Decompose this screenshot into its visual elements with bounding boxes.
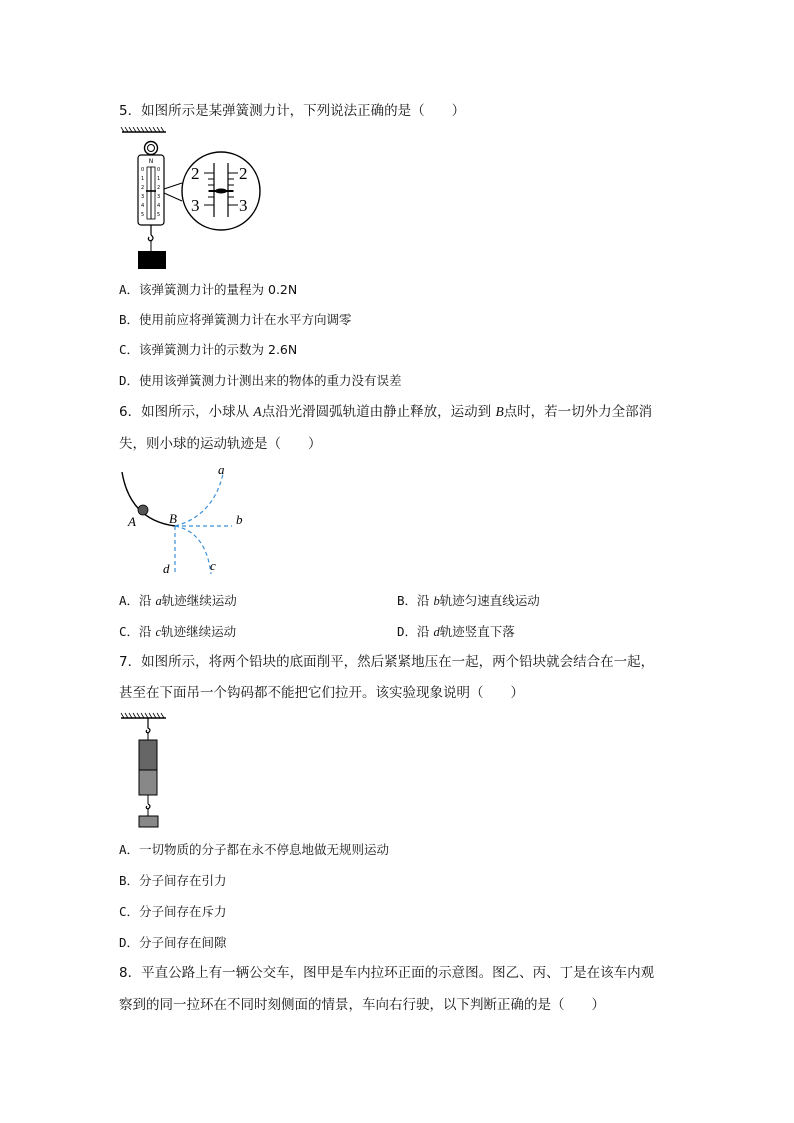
point-b-label: B [495,404,504,419]
option-letter: B． [397,593,418,608]
option-var: c [155,625,162,639]
scale-right-1: 1 [157,176,161,182]
q5-option-d[interactable] [119,371,402,391]
scale-unit-label: N [148,158,154,165]
q7-option-c[interactable] [119,902,227,922]
option-text: 该弹簧测力计的量程为 0.2N [139,282,298,297]
zoom-left-3: 3 [191,196,200,215]
q6-option-b[interactable] [397,591,540,611]
option-var: b [433,594,440,608]
option-text: 分子间存在引力 [139,873,227,888]
q5-option-a[interactable] [119,280,297,300]
option-text: 分子间存在间隙 [139,935,227,950]
option-letter: B． [119,873,140,888]
label-a-path: a [218,462,225,477]
option-text: 使用该弹簧测力计测出来的物体的重力没有误差 [139,373,402,388]
q6-option-d[interactable] [397,622,515,642]
q6-option-c[interactable] [119,622,236,642]
label-b-point: B [169,511,177,526]
option-letter: B． [119,312,140,327]
q8-stem-line2: 察到的同一拉环在不同时刻侧面的情景，车向右行驶，以下判断正确的是（ ） [119,997,605,1013]
q7-stem-line1: 7．如图所示，将两个铅块的底面削平，然后紧紧地压在一起，两个铅块就会结合在一起， [119,654,655,670]
q6-stem-part: 点时，若一切外力全部消 [503,404,653,420]
option-letter: D． [119,373,140,388]
option-text: 轨迹竖直下落 [439,624,515,639]
scale-left-4: 4 [141,203,145,209]
zoom-right-2: 2 [239,164,248,183]
label-c-path: c [210,558,216,573]
scale-right-0: 0 [157,167,161,173]
q8-stem-line1: 8．平直公路上有一辆公交车，图甲是车内拉环正面的示意图。图乙、丙、丁是在该车内观 [119,965,655,981]
option-text: 沿 [139,593,156,608]
option-text: 一切物质的分子都在永不停息地做无规则运动 [139,842,390,857]
option-var: a [155,594,162,608]
option-letter: D． [119,935,140,950]
q7-option-a[interactable] [119,840,389,860]
option-text: 沿 [139,624,156,639]
option-letter: C． [119,904,140,919]
label-a-point: A [128,514,136,529]
option-letter: C． [119,342,140,357]
option-text: 轨迹匀速直线运动 [439,593,540,608]
scale-left-0: 0 [141,167,145,173]
q6-stem-line1 [119,402,652,422]
scale-right-5: 5 [157,212,161,218]
q6-stem-part: 点沿光滑圆弧轨道由静止释放，运动到 [261,404,496,420]
q7-option-b[interactable] [119,871,227,891]
q5-option-c[interactable] [119,340,297,360]
q6-option-a[interactable] [119,591,237,611]
q6-stem-part: 6．如图所示，小球从 [119,404,254,420]
option-text: 轨迹继续运动 [161,624,237,639]
label-b-path: b [236,512,243,527]
q6-stem-line2: 失，则小球的运动轨迹是（ ） [119,436,322,452]
scale-left-2: 2 [141,185,145,191]
scale-right-4: 4 [157,203,161,209]
q5-option-b[interactable] [119,310,352,330]
circular-track-figure [118,460,258,580]
option-text: 沿 [417,624,434,639]
option-var: d [433,625,440,639]
label-d-path: d [163,561,170,576]
q7-stem-line2: 甚至在下面吊一个钩码都不能把它们拉开。该实验现象说明（ ） [119,685,524,701]
zoom-left-2: 2 [191,164,200,183]
option-text: 该弹簧测力计的示数为 2.6N [139,342,298,357]
scale-right-3: 3 [157,194,161,200]
q5-stem: 5．如图所示是某弹簧测力计，下列说法正确的是（ ） [119,103,466,119]
scale-left-5: 5 [141,212,145,218]
q7-option-d[interactable] [119,933,227,953]
scale-right-2: 2 [157,185,161,191]
option-text: 使用前应将弹簧测力计在水平方向调零 [139,312,352,327]
spring-scale-figure [118,127,268,272]
option-text: 分子间存在斥力 [139,904,227,919]
option-text: 沿 [417,593,434,608]
option-letter: A． [119,593,140,608]
point-a-label: A [253,404,262,419]
option-text: 轨迹继续运动 [161,593,237,608]
lead-blocks-figure [118,712,178,830]
scale-left-3: 3 [141,194,145,200]
option-letter: A． [119,282,140,297]
option-letter: C． [119,624,140,639]
scale-left-1: 1 [141,176,145,182]
option-letter: A． [119,842,140,857]
zoom-right-3: 3 [239,196,248,215]
option-letter: D． [397,624,418,639]
